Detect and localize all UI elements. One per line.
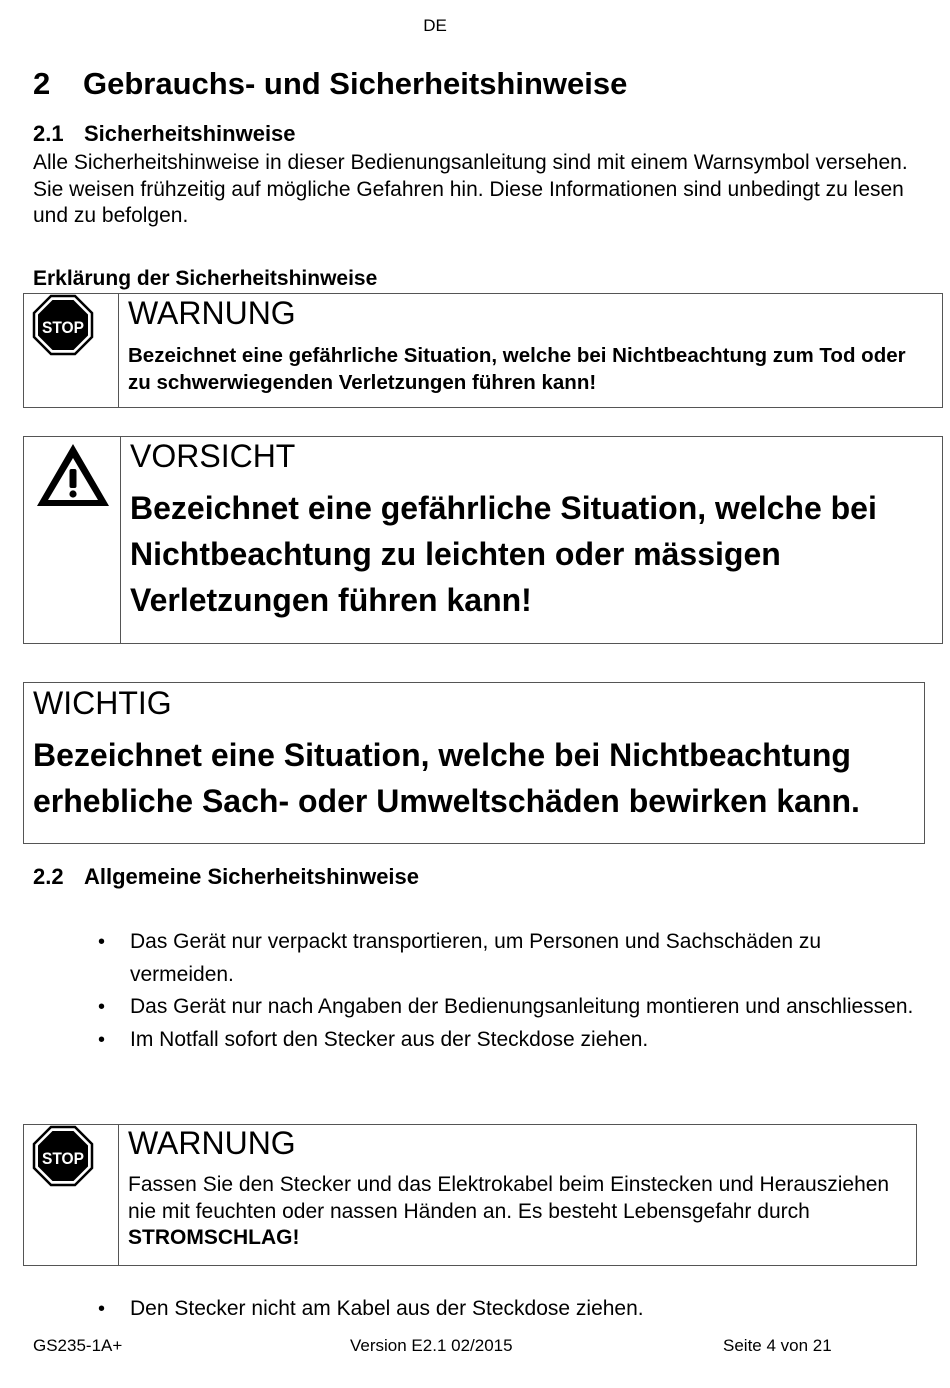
list-item-text: Das Gerät nur verpackt transportieren, um Personen und Sachschäden zu vermeiden. [130, 930, 822, 986]
important-title: WICHTIG [33, 685, 172, 721]
caution-content [130, 439, 930, 623]
section-heading [33, 66, 627, 102]
list-item-text: Im Notfall sofort den Stecker aus der Steckdose ziehen. [130, 1027, 649, 1051]
list-item [98, 991, 918, 1024]
footer-model: GS235-1A+ [33, 1336, 123, 1355]
bullet-list [98, 926, 918, 1056]
stop-sign-icon [32, 294, 94, 356]
list-item-text: Das Gerät nur nach Angaben der Bedienungsanleitung montieren und anschliessen. [130, 995, 914, 1018]
section-number: 2 [33, 66, 51, 101]
bullet-list-after-warning [98, 1293, 918, 1326]
bullet-icon: • [98, 1298, 106, 1320]
electric-warning-text [128, 1172, 908, 1252]
explanation-heading: Erklärung der Sicherheitshinweise [33, 267, 378, 290]
stop-sign-text: STOP [42, 318, 84, 337]
important-text: Bezeichnet eine Situation, welche bei Nichtbeachtung erhebliche Sach- oder Umweltschäden bewirken kann. [33, 737, 860, 819]
stop-sign-text: STOP [42, 1149, 84, 1168]
subsection-number: 2.1 [33, 121, 64, 146]
electric-warning-body: Fassen Sie den Stecker und das Elektrokabel beim Einstecken und Herausziehen nie mit feuchten oder nassen Händen an. Es besteht Lebensgefahr durch [128, 1173, 890, 1223]
caution-title: VORSICHT [130, 438, 296, 474]
caution-text: Bezeichnet eine gefährliche Situation, welche bei Nichtbeachtung zu leichten oder mässigen Verletzungen führen kann! [130, 490, 877, 618]
electric-warning-box [23, 1124, 917, 1266]
stop-sign-icon [32, 1125, 94, 1187]
subsection-title: Sicherheitshinweise [84, 121, 296, 146]
subsection-title: Allgemeine Sicherheitshinweise [84, 864, 420, 889]
subsection-heading-2-2 [33, 864, 419, 890]
bullet-icon: • [98, 996, 106, 1018]
warning-text: Bezeichnet eine gefährliche Situation, welche bei Nichtbeachtung zum Tod oder zu schwerwiegenden Verletzungen führen kann! [128, 344, 906, 394]
caution-box [23, 436, 943, 644]
warning-box [23, 293, 943, 408]
list-item [98, 1293, 918, 1326]
warning-triangle-icon [34, 441, 112, 509]
warning-icon-cell [24, 294, 119, 407]
list-item-text: Den Stecker nicht am Kabel aus der Steckdose ziehen. [130, 1297, 644, 1320]
electric-warning-icon-cell [24, 1125, 119, 1265]
intro-paragraph: Alle Sicherheitshinweise in dieser Bedienungsanleitung sind mit einem Warnsymbol versehen. Sie weisen frühzeitig auf mögliche Gefahren hin. Diese Informationen sind unbedingt zu lesen und zu befolgen. [33, 151, 908, 227]
important-content [33, 686, 918, 824]
caution-icon-cell [24, 437, 121, 643]
subsection-number: 2.2 [33, 864, 64, 889]
electric-warning-title: WARNUNG [128, 1125, 296, 1161]
bullet-icon: • [98, 931, 106, 953]
important-box [23, 682, 925, 844]
footer-page-number: Seite 4 von 21 [723, 1336, 832, 1355]
electric-warning-content [128, 1126, 908, 1252]
bullet-icon: • [98, 1028, 106, 1051]
subsection-heading-2-1 [33, 121, 296, 147]
footer-version: Version E2.1 02/2015 [350, 1336, 513, 1355]
warning-content [128, 296, 928, 396]
language-label: DE [423, 16, 447, 35]
warning-title: WARNUNG [128, 295, 296, 331]
section-title: Gebrauchs- und Sicherheitshinweise [83, 66, 628, 101]
list-item [98, 926, 918, 991]
list-item [98, 1024, 918, 1057]
electric-warning-emphasis: STROMSCHLAG! [128, 1226, 300, 1249]
